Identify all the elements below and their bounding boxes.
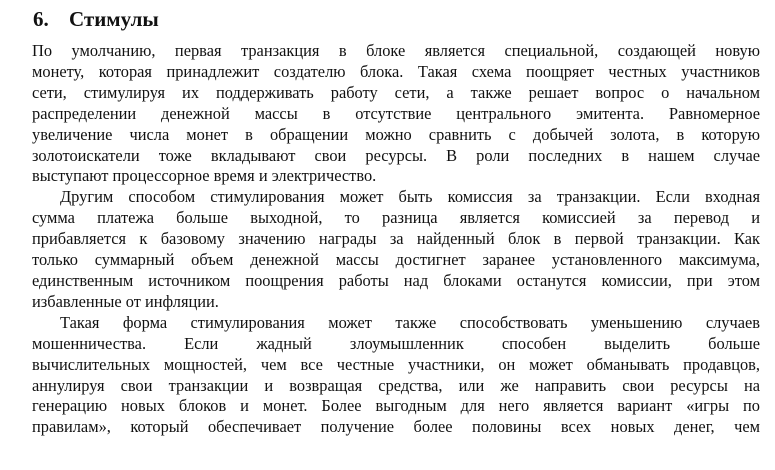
text-line: сумма платежа больше выходной, то разница является комиссией за перевод и bbox=[32, 208, 760, 228]
section-heading bbox=[33, 6, 159, 32]
text-line: прибавляется к базовому значению награды за найденный блок в первой транзакции. Как bbox=[32, 229, 760, 249]
text-line: сети, стимулируя их поддерживать работу сети, а также решает вопрос о начальном bbox=[32, 82, 760, 102]
paragraph-3 bbox=[32, 313, 760, 438]
text-line: генерацию новых блоков и монет. Более выгодным для него является вариант «игры по bbox=[32, 396, 760, 416]
text-line: вычислительных мощностей, чем все честные участники, он может обманывать продавцов, bbox=[32, 354, 760, 374]
text-line: правилам», который обеспечивает получение более половины всех новых денег, чем bbox=[32, 417, 760, 437]
section-number: 6. bbox=[33, 7, 49, 31]
text-line: увеличение числа монет в обращении можно сравнить с добычей золота, в которую bbox=[32, 124, 760, 144]
text-line: избавленные от инфляции. bbox=[32, 291, 219, 311]
text-line: единственным источником поощрения работы над блоками останутся комиссии, при этом bbox=[32, 270, 760, 290]
text-line: Другим способом стимулирования может быть комиссия за транзакции. Если входная bbox=[60, 187, 760, 207]
text-line: золотоискатели тоже вкладывают свои ресурсы. В роли последних в нашем случае bbox=[32, 145, 760, 165]
text-line: По умолчанию, первая транзакция в блоке является специальной, создающей новую bbox=[32, 41, 760, 60]
text-line: монету, которая принадлежит создателю блока. Такая схема поощряет честных участников bbox=[32, 61, 760, 81]
paragraph-1 bbox=[32, 41, 760, 187]
text-line: мошенничества. Если жадный злоумышленник способен выделить больше bbox=[32, 333, 760, 353]
text-line: только суммарный объем денежной массы достигнет заранее установленного максимума, bbox=[32, 250, 760, 270]
section-title: Стимулы bbox=[69, 7, 159, 31]
text-line: выступают процессорное время и электричество. bbox=[32, 166, 377, 186]
text-line: Такая форма стимулирования может также способствовать уменьшению случаев bbox=[60, 312, 760, 332]
text-line: распределении денежной массы в отсутствие центрального эмитента. Равномерное bbox=[32, 103, 760, 123]
section-body bbox=[32, 41, 760, 438]
text-line: аннулируя свои транзакции и возвращая средства, или же направить свои ресурсы на bbox=[32, 375, 760, 395]
paragraph-2 bbox=[32, 187, 760, 312]
